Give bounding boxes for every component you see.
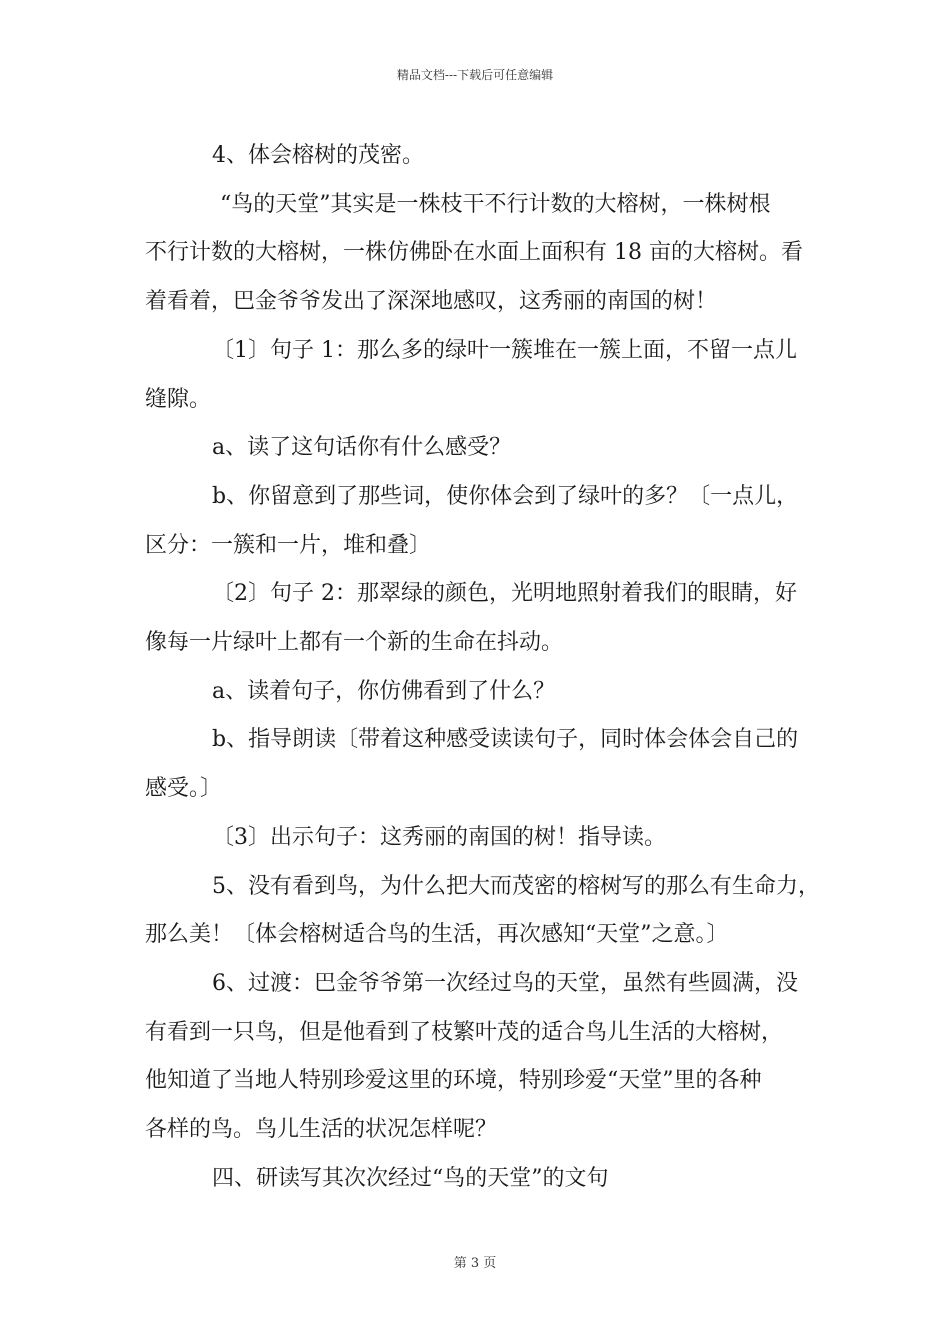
page-number: 第 3 页 [453, 1256, 497, 1271]
page-header: 精品文档---下载后可任意编辑 [396, 68, 554, 82]
paragraph-line: 〔1〕句子 1：那么多的绿叶一簇堆在一簇上面，不留一点儿 [212, 337, 797, 363]
paragraph-line: 有看到一只鸟，但是他看到了枝繁叶茂的适合鸟儿生活的大榕树， [145, 1019, 784, 1045]
document-body [145, 132, 820, 1203]
paragraph-line: a、读了这句话你有什么感受？ [212, 435, 512, 461]
paragraph-line: b、指导朗读〔带着这种感受读读句子，同时体会体会自己的 [212, 727, 799, 753]
paragraph-line: 6、过渡：巴金爷爷第一次经过鸟的天堂，虽然有些圆满，没 [212, 970, 798, 996]
paragraph-line: 像每一片绿叶上都有一个新的生命在抖动。 [145, 630, 564, 656]
paragraph-line: 感受。〕 [145, 776, 223, 802]
paragraph-line: 4、体会榕树的茂密。 [212, 143, 424, 168]
paragraph-line: “鸟的天堂”其实是一株枝干不行计数的大榕树，一株树根 [220, 191, 771, 217]
paragraph-line: 各样的鸟。鸟儿生活的状况怎样呢？ [145, 1117, 498, 1143]
paragraph-line: b、你留意到了那些词，使你体会到了绿叶的多？〔一点儿， [212, 483, 799, 509]
paragraph-line: 〔3〕出示句子：这秀丽的南国的树！指导读。 [212, 824, 666, 850]
paragraph-line: 不行计数的大榕树，一株仿佛卧在水面上面积有 18 亩的大榕树。看 [145, 240, 803, 266]
paragraph-line: 他知道了当地人特别珍爱这里的环境，特别珍爱“天堂”里的各种 [145, 1068, 762, 1094]
paragraph-line: a、读着句子，你仿佛看到了什么？ [212, 678, 556, 704]
paragraph-line: 5、没有看到鸟，为什么把大而茂密的榕树写的那么有生命力， [212, 873, 820, 899]
paragraph-line: 〔2〕句子 2：那翠绿的颜色，光明地照射着我们的眼睛，好 [212, 581, 797, 607]
paragraph-line: 那么美！〔体会榕树适合鸟的生活，再次感知“天堂”之意。〕 [145, 922, 729, 948]
paragraph-line: 着看着，巴金爷爷发出了深深地感叹，这秀丽的南国的树！ [145, 289, 718, 315]
paragraph-line: 缝隙。 [145, 386, 212, 412]
paragraph-line: 区分：一簇和一片，堆和叠〕 [145, 532, 432, 558]
section-heading: 四、研读写其次次经过“鸟的天堂”的文句 [212, 1165, 609, 1191]
